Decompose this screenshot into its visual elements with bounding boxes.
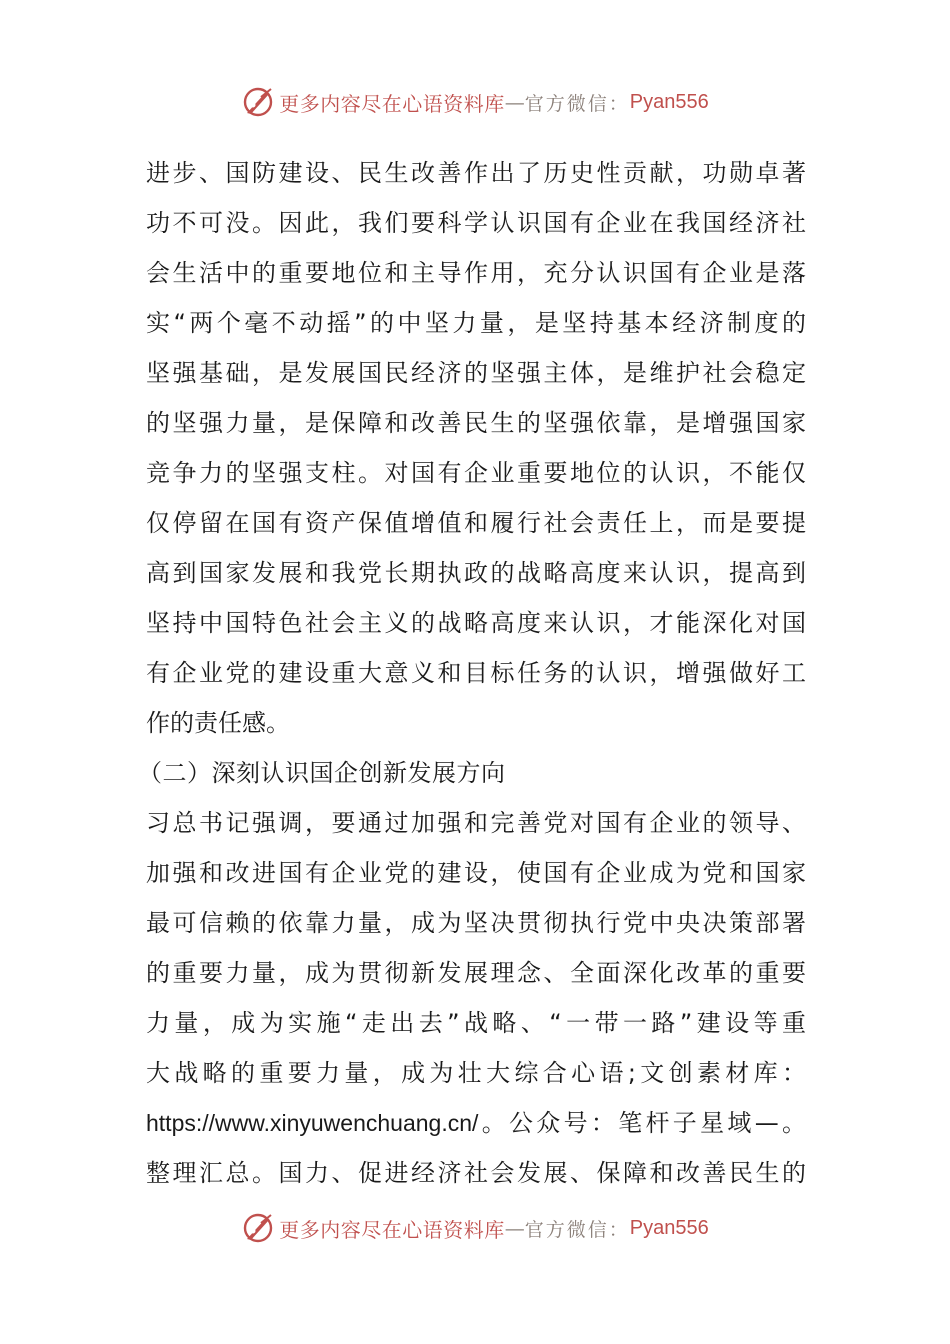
body-line: 实“两个毫不动摇”的中坚力量，是坚持基本经济制度的 bbox=[146, 309, 806, 337]
url-line bbox=[146, 1098, 806, 1148]
body-line: 加强和改进国有企业党的建设，使国有企业成为党和国家 bbox=[146, 859, 806, 887]
header-dash: — bbox=[504, 90, 525, 114]
body-line: 进步、国防建设、民生改善作出了历史性贡献，功勋卓著 bbox=[146, 159, 806, 187]
header-label: 官方微信： bbox=[524, 92, 630, 115]
footer-dash: — bbox=[504, 1216, 525, 1240]
body-line: 作的责任感。 bbox=[146, 709, 290, 737]
body-line: 坚强基础，是发展国民经济的坚强主体，是维护社会稳定 bbox=[146, 359, 806, 387]
body-line: 高到国家发展和我党长期执政的战略高度来认识，提高到 bbox=[146, 559, 806, 587]
body-line: 的坚强力量，是保障和改善民生的坚强依靠，是增强国家 bbox=[146, 409, 806, 437]
section-heading: （二）深刻认识国企创新发展方向 bbox=[138, 759, 506, 787]
header-wechat-id: Pyan556 bbox=[629, 90, 709, 113]
body-line: 坚持中国特色社会主义的战略高度来认识，才能深化对国 bbox=[146, 609, 806, 637]
footer-wechat-id: Pyan556 bbox=[629, 1216, 709, 1239]
body-line: 会生活中的重要地位和主导作用，充分认识国有企业是落 bbox=[146, 259, 806, 287]
body-line: 力量，成为实施“走出去”战略、“一带一路”建设等重 bbox=[146, 1009, 806, 1037]
footer-banner bbox=[0, 1206, 950, 1250]
document-body bbox=[138, 148, 806, 1198]
website-link[interactable]: https://www.xinyuwenchuang.cn/ bbox=[146, 1110, 479, 1136]
header-brand: 更多内容尽在心语资料库 bbox=[279, 91, 505, 116]
footer-brand: 更多内容尽在心语资料库 bbox=[279, 1217, 505, 1242]
body-line: 竞争力的坚强支柱。对国有企业重要地位的认识，不能仅 bbox=[146, 459, 806, 487]
header-banner bbox=[0, 80, 950, 124]
body-line: 习总书记强调，要通过加强和完善党对国有企业的领导、 bbox=[146, 809, 806, 837]
footer-label: 官方微信： bbox=[524, 1218, 630, 1241]
body-line: 大战略的重要力量，成为壮大综合心语;文创素材库： bbox=[146, 1059, 806, 1087]
body-line: 的重要力量，成为贯彻新发展理念、全面深化改革的重要 bbox=[146, 959, 806, 987]
body-line: 整理汇总。国力、促进经济社会发展、保障和改善民生的 bbox=[146, 1159, 806, 1187]
body-line: 仅停留在国有资产保值增值和履行社会责任上，而是要提 bbox=[146, 509, 806, 537]
quill-logo-icon bbox=[241, 1211, 275, 1245]
url-suffix: 。公众号：笔杆子星域—。 bbox=[478, 1109, 806, 1137]
body-line: 功不可没。因此，我们要科学认识国有企业在我国经济社 bbox=[146, 209, 806, 237]
body-line: 有企业党的建设重大意义和目标任务的认识，增强做好工 bbox=[146, 659, 806, 687]
quill-logo-icon bbox=[241, 85, 275, 119]
body-line: 最可信赖的依靠力量，成为坚决贯彻执行党中央决策部署 bbox=[146, 909, 806, 937]
